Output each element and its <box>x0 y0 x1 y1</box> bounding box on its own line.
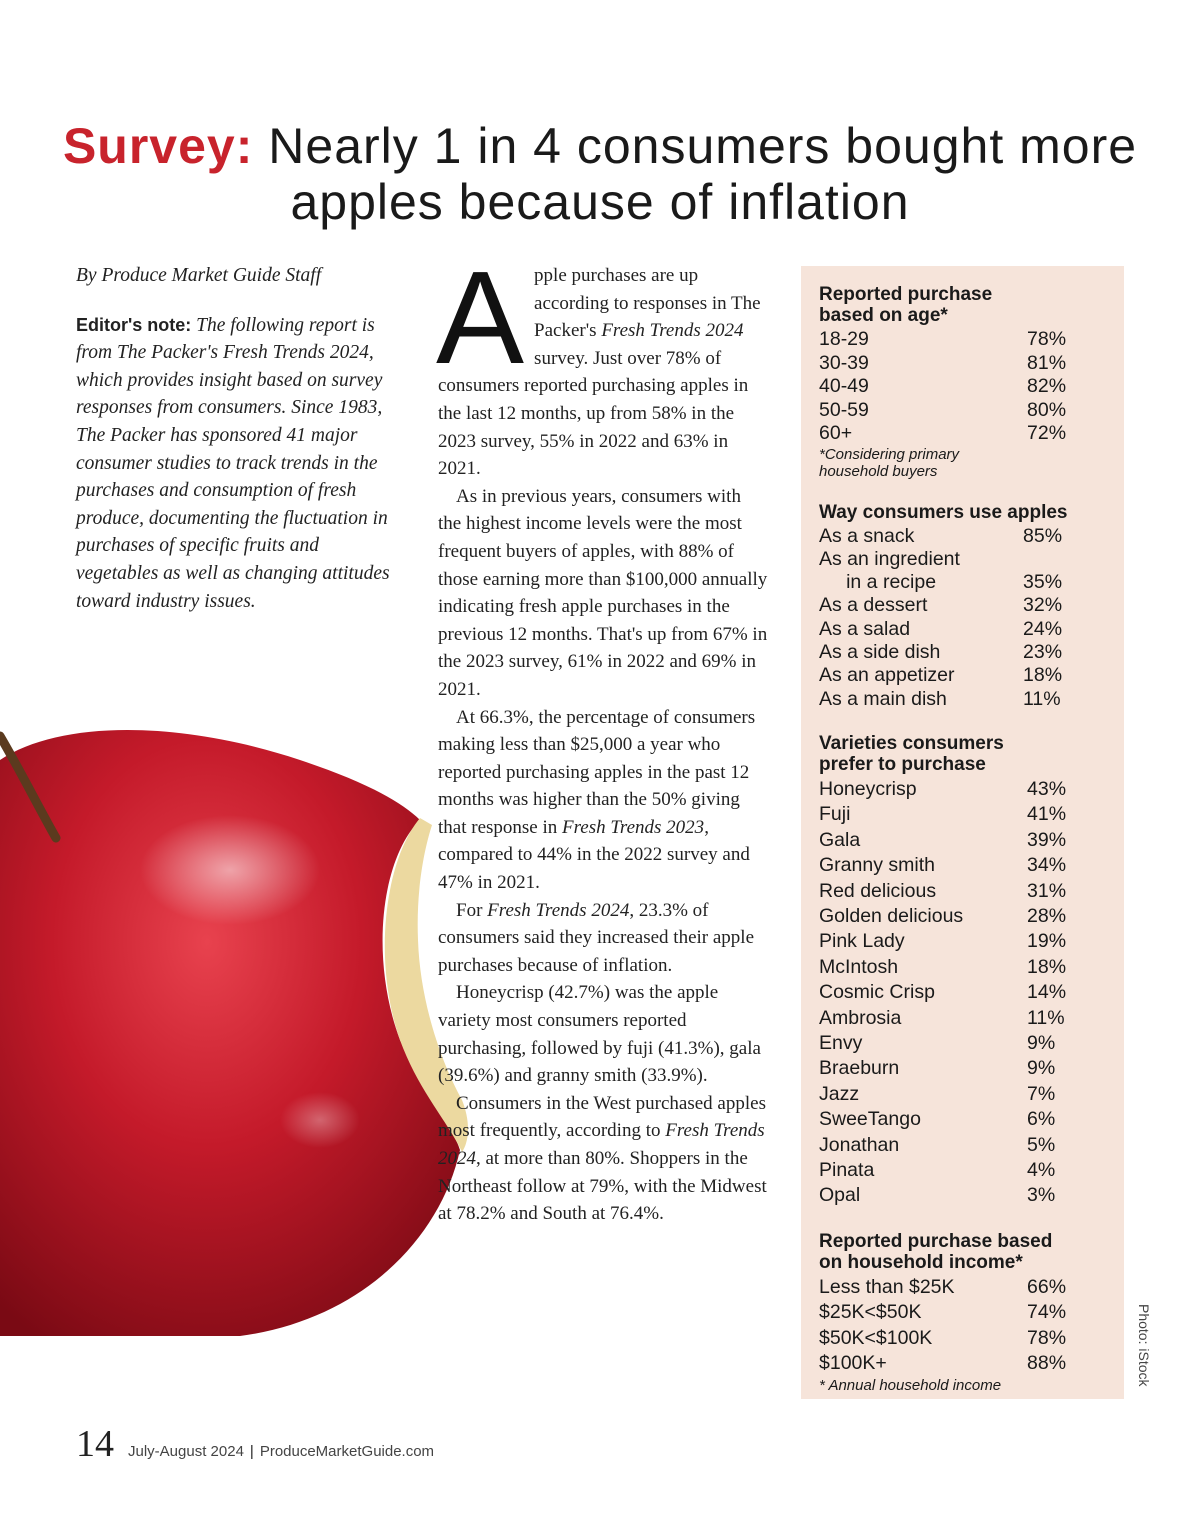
stat-value: 19% <box>1027 930 1067 953</box>
stat-label: As a dessert <box>819 594 928 617</box>
stat-label: As an appetizer <box>819 664 955 687</box>
stat-row <box>819 1082 1112 1107</box>
article-text: , 23.3% of consumers said they increased their apple purchases because of inflation. <box>438 899 755 976</box>
age-heading-line: Reported purchase <box>819 284 993 305</box>
editors-note-label: Editor's note: <box>76 314 192 335</box>
stat-label: $100K+ <box>819 1352 887 1375</box>
stat-row <box>819 777 1112 802</box>
income-footnote: * Annual household income <box>819 1376 1002 1394</box>
page-number: 14 <box>76 1423 114 1465</box>
stat-label: 18-29 <box>819 328 869 350</box>
stat-value: 18% <box>1027 955 1067 978</box>
stat-value: 88% <box>1027 1352 1067 1375</box>
stat-row <box>819 571 1112 594</box>
usage-heading: Way consumers use apples <box>819 501 1068 523</box>
article-paragraph-6 <box>438 1090 768 1228</box>
stat-row <box>819 1183 1112 1208</box>
stat-row <box>819 904 1112 929</box>
stat-row <box>819 422 1112 446</box>
income-rows <box>819 1275 1112 1377</box>
age-heading <box>819 284 1112 326</box>
article-paragraph-2: As in previous years, consumers with the highest income levels were the most frequent buyers of apples, with 88% of those earning more than $100,000 annually indicating fresh apple purchases in the previous 12 months. That's up from 67% in the 2023 survey, 61% in 2022 and 69% in 2021. <box>438 485 768 700</box>
stat-row <box>819 1006 1112 1031</box>
stat-label: 60+ <box>819 422 853 444</box>
stat-value: 78% <box>1027 1326 1067 1349</box>
stat-row <box>819 641 1112 664</box>
stat-row <box>819 375 1112 399</box>
income-heading-line: Reported purchase based <box>819 1230 1053 1252</box>
stat-value: 18% <box>1023 664 1063 687</box>
stat-row <box>819 328 1112 352</box>
stat-value: 43% <box>1027 777 1067 800</box>
age-footnote-line: household buyers <box>819 462 938 480</box>
stat-row <box>819 879 1112 904</box>
article-italic: Fresh Trends 2024 <box>601 320 744 342</box>
stat-value: 35% <box>1023 571 1063 594</box>
varieties-heading <box>819 733 1112 775</box>
stat-row <box>819 352 1112 376</box>
age-section <box>819 284 1112 480</box>
left-column <box>76 262 406 615</box>
income-section <box>819 1231 1112 1394</box>
stat-label: Less than $25K <box>819 1275 955 1298</box>
site-link[interactable]: ProduceMarketGuide.com <box>259 1443 435 1460</box>
stat-label: As a side dish <box>819 640 941 663</box>
stat-row <box>819 1031 1112 1056</box>
stat-row <box>819 1133 1112 1158</box>
stat-row <box>819 853 1112 878</box>
article-italic: Fresh Trends 2023 <box>562 816 705 838</box>
stat-value: 6% <box>1027 1108 1056 1131</box>
stat-value: 24% <box>1023 617 1063 640</box>
stat-label: Envy <box>819 1031 863 1054</box>
age-footnote-line: *Considering primary <box>819 445 960 463</box>
stat-label: Golden delicious <box>819 904 964 927</box>
stat-label: Pinata <box>819 1158 875 1181</box>
stat-value: 82% <box>1027 375 1067 397</box>
stat-row <box>819 1275 1112 1301</box>
stat-label: $25K<$50K <box>819 1301 922 1324</box>
stat-label: As an ingredient <box>819 547 960 570</box>
article-text: For <box>456 899 488 921</box>
stat-label: As a snack <box>819 524 915 547</box>
stat-label: in a recipe <box>819 571 937 594</box>
stat-value: 80% <box>1027 398 1067 421</box>
stat-label: Fuji <box>819 803 851 826</box>
headline-title: Nearly 1 in 4 consumers bought more apples because of inflation <box>268 118 1138 230</box>
headline-kicker: Survey: <box>62 118 254 174</box>
editors-note <box>76 312 406 616</box>
stat-label: Jazz <box>819 1082 860 1105</box>
age-heading-line: based on age* <box>819 305 948 326</box>
stat-row <box>819 1351 1112 1377</box>
stat-row <box>819 1158 1112 1183</box>
stat-row <box>819 955 1112 980</box>
usage-rows <box>819 525 1112 711</box>
stat-row <box>819 980 1112 1005</box>
age-footnote <box>819 446 1112 480</box>
stat-row <box>819 688 1112 711</box>
article-paragraph-3 <box>438 704 768 897</box>
article-italic: Fresh Trends 2024 <box>487 899 630 921</box>
article-text: survey. Just over 78% of consumers reported purchasing apples in the last 12 months, up from 58% in the 2023 survey, 55% in 2022 and 63% in 2021. <box>438 347 749 480</box>
stat-row <box>819 929 1112 954</box>
stat-row <box>819 618 1112 641</box>
stat-label: Jonathan <box>819 1133 900 1156</box>
stat-value: 23% <box>1023 640 1063 663</box>
stat-label: Red delicious <box>819 879 937 902</box>
stat-label: 30-39 <box>819 351 869 374</box>
article-body <box>436 244 768 1228</box>
stat-value: 41% <box>1027 803 1067 826</box>
stat-value: 85% <box>1023 524 1063 547</box>
stat-label: Granny smith <box>819 854 935 877</box>
stat-label: Ambrosia <box>819 1006 902 1029</box>
stat-value: 81% <box>1027 351 1067 374</box>
stat-row <box>819 1056 1112 1081</box>
apple-photo <box>0 700 480 1340</box>
stat-row <box>819 525 1112 548</box>
stat-label: $50K<$100K <box>819 1326 933 1349</box>
stat-row <box>819 1107 1112 1132</box>
stats-sidebar <box>801 266 1124 1399</box>
article-text: , compared to 44% in the 2022 survey and 47% in 2021. <box>438 816 750 894</box>
stat-value: 72% <box>1027 422 1067 444</box>
stat-label: Cosmic Crisp <box>819 981 935 1004</box>
stat-row <box>819 594 1112 617</box>
article-paragraph-4 <box>438 897 768 980</box>
stat-value: 74% <box>1027 1301 1067 1324</box>
article-paragraph-1 <box>436 244 768 483</box>
stat-label: Opal <box>819 1184 861 1207</box>
stat-value: 34% <box>1027 854 1067 877</box>
byline: By Produce Market Guide Staff <box>76 265 322 286</box>
issue-date: July-August 2024 <box>128 1443 244 1460</box>
article-text: pple purchases are up according to responses in The Packer's <box>534 265 761 342</box>
stat-label: 40-49 <box>819 375 869 397</box>
stat-value: 31% <box>1027 879 1067 902</box>
varieties-rows <box>819 777 1112 1209</box>
stat-row <box>819 548 1112 571</box>
article-text: Consumers in the West purchased apples most frequently, according to <box>438 1092 766 1142</box>
stat-label: Gala <box>819 828 861 851</box>
article-text: At 66.3%, the percentage of consumers making less than $25,000 a year who reported purchasing apples in the past 12 months was higher than the 50% giving that response in <box>438 706 756 838</box>
stat-value: 11% <box>1023 687 1061 710</box>
article-italic: Fresh Trends 2024 <box>438 1120 765 1169</box>
usage-section <box>819 502 1112 711</box>
stat-value: 28% <box>1027 904 1067 927</box>
editors-note-text: The following report is from The Packer's Fresh Trends 2024, which provides insight based on survey responses from consumers. Since 1983, The Packer has sponsored 41 major consumer studies to track trends in the purchases and consumption of fresh produce, documenting the fluctuation in purchases of specific fruits and vegetables as well as changing attitudes toward industry issues. <box>76 314 390 612</box>
stat-value: 39% <box>1027 828 1067 851</box>
article-text: , at more than 80%. Shoppers in the Northeast follow at 79%, with the Midwest at 78.2% and South at 76.4%. <box>438 1148 767 1225</box>
stat-label: As a main dish <box>819 687 947 710</box>
stat-label: 50-59 <box>819 398 869 421</box>
stat-row <box>819 828 1112 853</box>
varieties-heading-line: prefer to purchase <box>819 753 986 775</box>
stat-row <box>819 1326 1112 1352</box>
stat-label: Honeycrisp <box>819 777 917 800</box>
drop-cap: A <box>436 244 525 391</box>
stat-value: 11% <box>1027 1006 1065 1029</box>
headline <box>40 118 1160 230</box>
stat-row <box>819 802 1112 827</box>
stat-value: 14% <box>1027 981 1067 1004</box>
stat-value: 9% <box>1027 1057 1056 1080</box>
stat-label: Braeburn <box>819 1057 900 1080</box>
stat-value: 3% <box>1027 1184 1056 1207</box>
page-footer <box>76 1422 435 1465</box>
stat-value: 32% <box>1023 594 1063 617</box>
stat-label: McIntosh <box>819 955 899 978</box>
varieties-section <box>819 733 1112 1209</box>
stat-value: 5% <box>1027 1133 1056 1156</box>
stat-row <box>819 399 1112 423</box>
stat-label: SweeTango <box>819 1108 921 1131</box>
stat-value: 7% <box>1027 1082 1056 1105</box>
stat-value: 4% <box>1027 1158 1056 1181</box>
income-heading <box>819 1231 1112 1273</box>
stat-label: Pink Lady <box>819 930 905 953</box>
stat-row <box>819 664 1112 687</box>
income-heading-line: on household income* <box>819 1251 1023 1273</box>
article-paragraph-5: Honeycrisp (42.7%) was the apple variety most consumers reported purchasing, followed by fuji (41.3%), gala (39.6%) and granny smith (33.9%). <box>438 982 761 1087</box>
stat-row <box>819 1300 1112 1326</box>
stat-label: As a salad <box>819 617 911 640</box>
age-rows <box>819 328 1112 446</box>
footer-separator: | <box>249 1443 254 1460</box>
varieties-heading-line: Varieties consumers <box>819 732 1004 754</box>
stat-value: 78% <box>1027 328 1067 350</box>
stat-value: 66% <box>1027 1275 1067 1298</box>
stat-value: 9% <box>1027 1031 1056 1054</box>
